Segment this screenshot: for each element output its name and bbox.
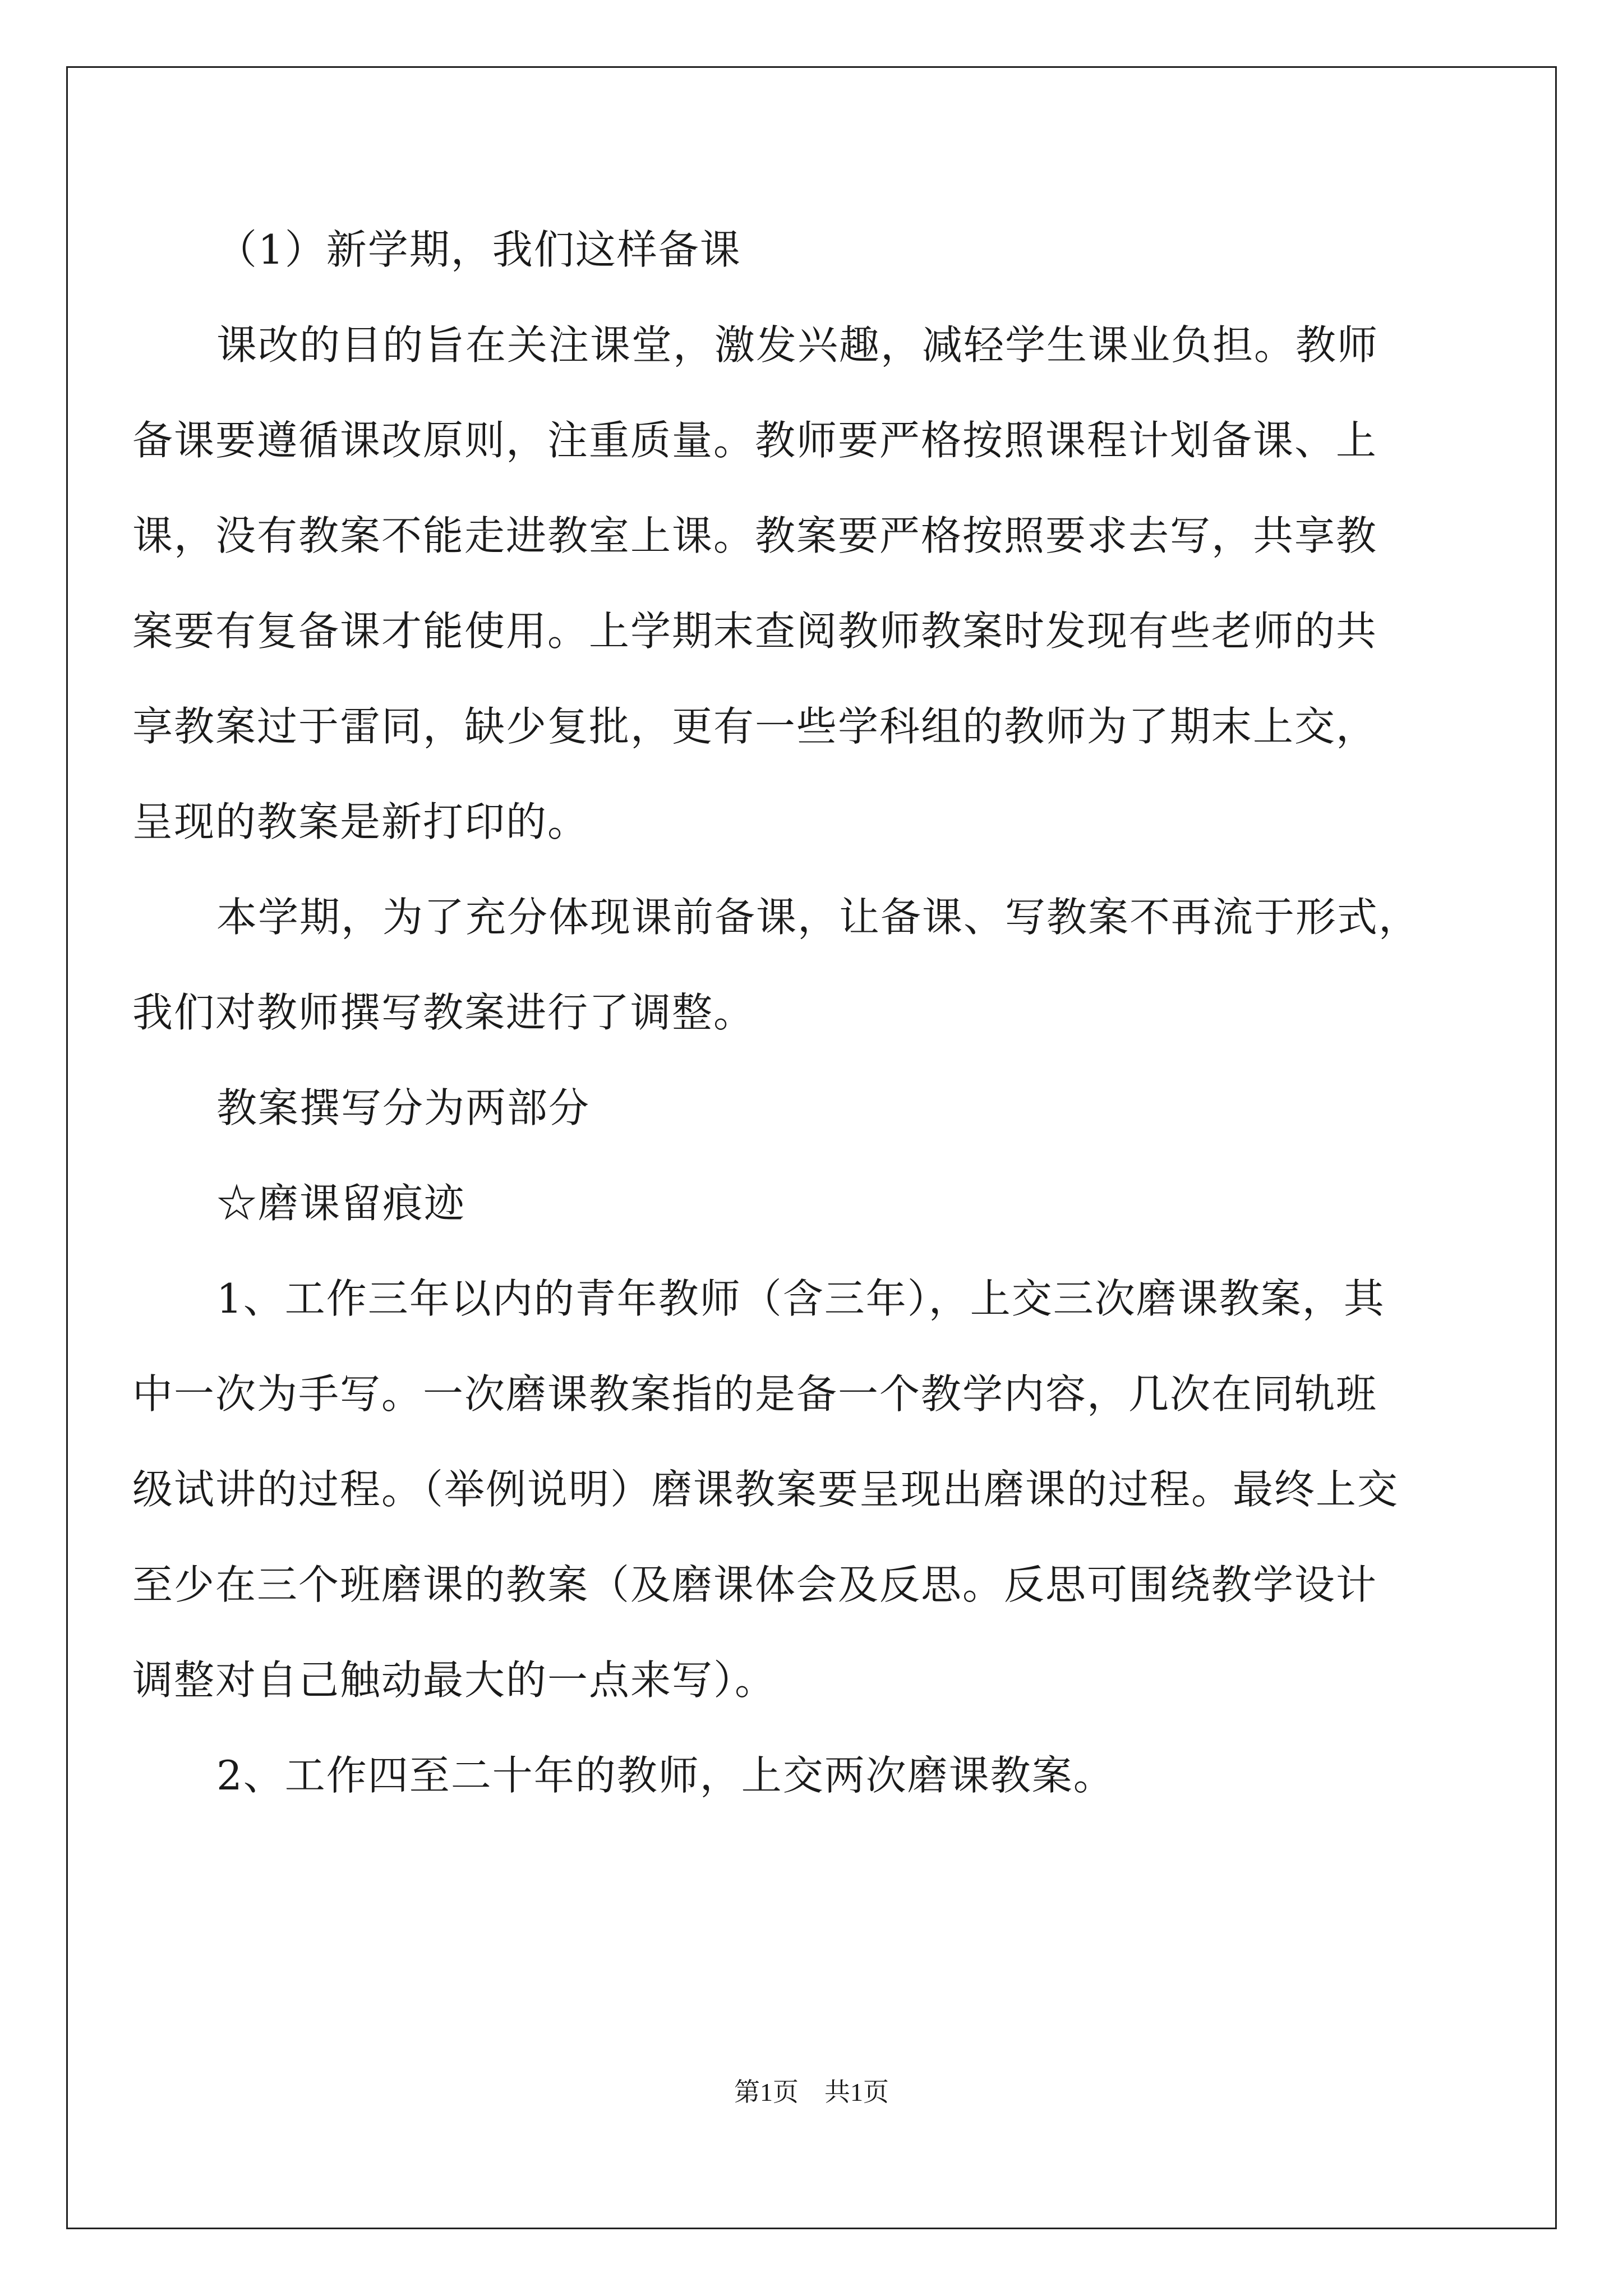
subheading: ☆磨课留痕迹: [216, 1180, 466, 1227]
paragraph-line: 中一次为手写。一次磨课教案指的是备一个教学内容，几次在同轨班: [132, 1370, 1378, 1418]
page-border: [66, 66, 1557, 2229]
paragraph-line: 案要有复备课才能使用。上学期末查阅教师教案时发现有些老师的共: [132, 608, 1378, 655]
section-heading: （1）新学期，我们这样备课: [216, 226, 741, 273]
paragraph-line: 备课要遵循课改原则，注重质量。教师要严格按照课程计划备课、上: [132, 417, 1378, 464]
paragraph-line: 享教案过于雷同，缺少复批，更有一些学科组的教师为了期末上交，: [132, 703, 1378, 750]
paragraph-line: 本学期，为了充分体现课前备课，让备课、写教案不再流于形式，: [216, 894, 1421, 941]
subheading: 教案撰写分为两部分: [216, 1084, 591, 1131]
paragraph-line: 调整对自己触动最大的一点来写）。: [132, 1657, 777, 1704]
page-number-footer: 第1页 共1页: [734, 2078, 889, 2106]
paragraph-line: 我们对教师撰写教案进行了调整。: [132, 989, 755, 1036]
paragraph-line: 课，没有教案不能走进教室上课。教案要严格按照要求去写，共享教: [132, 512, 1378, 559]
paragraph-line: 1、工作三年以内的青年教师（含三年），上交三次磨课教案，其: [216, 1275, 1385, 1322]
paragraph-line: 课改的目的旨在关注课堂，激发兴趣，减轻学生课业负担。教师: [216, 321, 1379, 369]
paragraph-line: 2、工作四至二十年的教师，上交两次磨课教案。: [216, 1752, 1115, 1799]
paragraph-line: 级试讲的过程。（举例说明）磨课教案要呈现出磨课的过程。最终上交: [132, 1466, 1399, 1513]
paragraph-line: 至少在三个班磨课的教案（及磨课体会及反思。反思可围绕教学设计: [132, 1561, 1378, 1608]
paragraph-line: 呈现的教案是新打印的。: [132, 798, 589, 845]
